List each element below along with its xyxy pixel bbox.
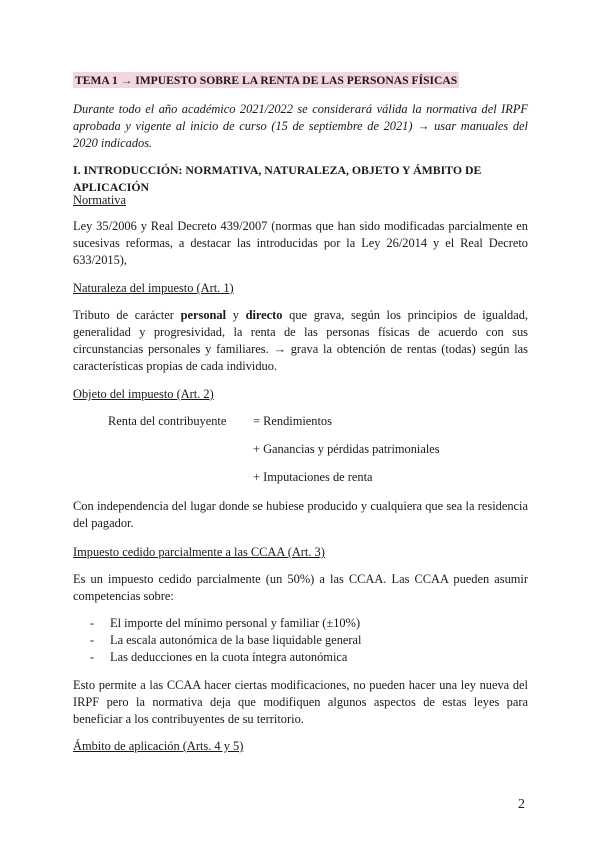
renta-label: Renta del contribuyente — [108, 414, 227, 428]
objeto-note: Con independencia del lugar donde se hubiese producido y cualquiera que sea la residencia del pagador. — [73, 499, 528, 530]
plus-sign: + — [253, 442, 260, 456]
naturaleza-heading: Naturaleza del impuesto (Art. 1) — [73, 281, 234, 295]
cedido-heading: Impuesto cedido parcialmente a las CCAA (Art. 3) — [73, 545, 325, 559]
intro-note: Durante todo el año académico 2021/2022 se considerará válida la normativa del IRPF aprobada y vigente al inicio de curso (15 de septiembre de 2021) → usar manuales del 2020 indicados. — [73, 102, 528, 150]
page-title: TEMA 1 → IMPUESTO SOBRE LA RENTA DE LAS PERSONAS FÍSICAS — [75, 74, 458, 87]
dash-bullet: - — [90, 633, 95, 647]
cedido-after: Esto permite a las CCAA hacer ciertas modificaciones, no pueden hacer una ley nueva del IRPF pero la normativa deja que modifiquen algunos aspectos de estas leyes para beneficiar a los contribuyentes de su territorio. — [73, 678, 528, 726]
page-number: 2 — [518, 797, 525, 812]
list-item: - La escala autonómica de la base liquidable general — [90, 633, 362, 647]
plus-sign: + — [253, 470, 260, 484]
list-item: - El importe del mínimo personal y familiar (±10%) — [90, 616, 361, 630]
objeto-item: + Imputaciones de renta — [253, 470, 373, 484]
section-heading: I. INTRODUCCIÓN: NORMATIVA, NATURALEZA, OBJETO Y ÁMBITO DE APLICACIÓN — [73, 163, 482, 194]
naturaleza-text: Tributo de carácter personal y directo que grava, según los principios de igualdad, generalidad y progresividad, la renta de las personas físicas de acuerdo con sus circunstancias personales y familiares. → grava la obtención de rentas (todas) según las características propias de cada individuo. — [73, 308, 528, 373]
ambito-heading: Ámbito de aplicación (Arts. 4 y 5) — [73, 739, 244, 753]
objeto-item: + Ganancias y pérdidas patrimoniales — [253, 442, 440, 456]
equals-sign: = — [253, 414, 260, 428]
normativa-text: Ley 35/2006 y Real Decreto 439/2007 (normas que han sido modificadas parcialmente en sucesivas reformas, a destacar las introducidas por la Ley 26/2014 y el Real Decreto 633/2015), — [73, 219, 528, 267]
objeto-item: = Rendimientos — [253, 414, 332, 428]
objeto-heading: Objeto del impuesto (Art. 2) — [73, 387, 214, 401]
normativa-heading: Normativa — [73, 193, 126, 207]
dash-bullet: - — [90, 616, 95, 630]
dash-bullet: - — [90, 650, 95, 664]
cedido-text: Es un impuesto cedido parcialmente (un 50%) a las CCAA. Las CCAA pueden asumir competencias sobre: — [73, 572, 528, 603]
list-item: - Las deducciones en la cuota íntegra autonómica — [90, 650, 348, 664]
